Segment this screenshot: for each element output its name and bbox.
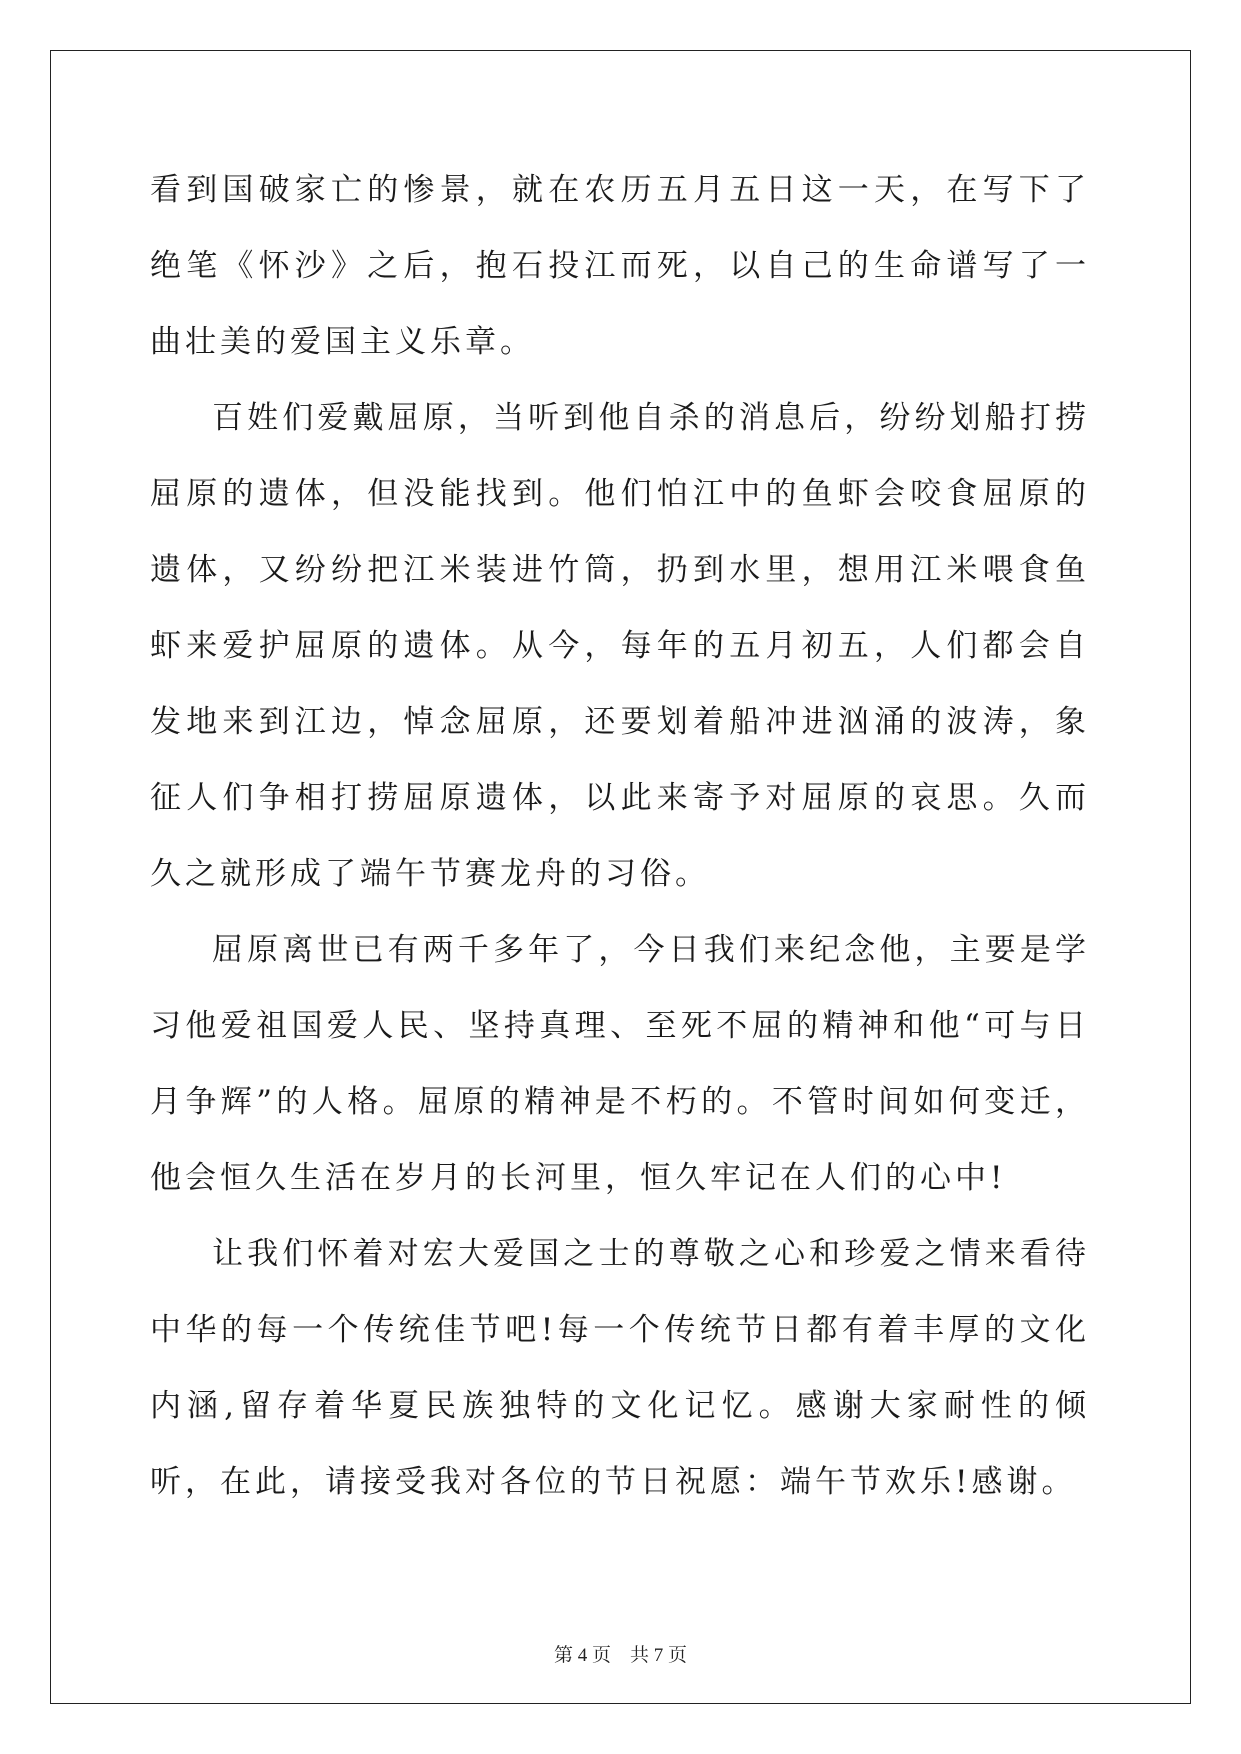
page-number-footer: 第 4 页 共 7 页 [553, 1645, 687, 1666]
paragraph-2: 百姓们爱戴屈原，当听到他自杀的消息后，纷纷划船打捞屈原的遗体，但没能找到。他们怕江中的鱼虾会咬食屈原的遗体，又纷纷把江米装进竹筒，扔到水里，想用江米喂食鱼虾来爱护屈原的遗体。从今，每年的五月初五，人们都会自发地来到江边，悼念屈原，还要划着船冲进汹涌的波涛，象征人们争相打捞屈原遗体，以此来寄予对屈原的哀思。久而久之就形成了端午节赛龙舟的习俗。 [150, 400, 1090, 892]
paragraph-1: 看到国破家亡的惨景，就在农历五月五日这一天，在写下了绝笔《怀沙》之后，抱石投江而死，以自己的生命谱写了一曲壮美的爱国主义乐章。 [150, 172, 1090, 360]
paragraph-3: 屈原离世已有两千多年了，今日我们来纪念他，主要是学习他爱祖国爱人民、坚持真理、至死不屈的精神和他“可与日月争辉”的人格。屈原的精神是不朽的。不管时间如何变迁，他会恒久生活在岁月的长河里，恒久牢记在人们的心中! [150, 932, 1090, 1196]
document-body [150, 152, 1090, 1520]
paragraph-4: 让我们怀着对宏大爱国之士的尊敬之心和珍爱之情来看待中华的每一个传统佳节吧!每一个传统节日都有着丰厚的文化内涵,留存着华夏民族独特的文化记忆。感谢大家耐性的倾听，在此，请接受我对各位的节日祝愿：端午节欢乐!感谢。 [150, 1236, 1090, 1500]
